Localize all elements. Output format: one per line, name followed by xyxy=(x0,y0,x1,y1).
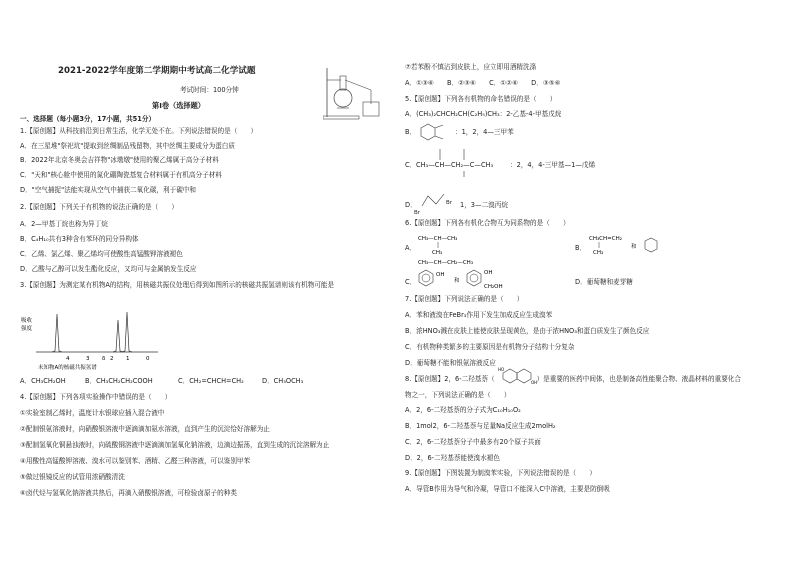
q5-option-a: A．(CH₃)₂CHCH₂CH(C₂H₅)CH₃：2-乙基-4-甲基戊烷 xyxy=(405,110,562,118)
q3-option-c: C．CH₂=CHCH=CH₂ xyxy=(178,377,244,385)
q7-option-d: D．葡萄糖不能和银氨溶液反应 xyxy=(405,359,496,367)
svg-text:OH: OH xyxy=(531,380,538,385)
q6-stem: 6.【原创题】下列各有机化合物互为同系物的是（ ） xyxy=(405,219,570,227)
q8-stem-b: ）是重要的医药中间体，也是制备高性能聚合物、液晶材料的重要化合 xyxy=(536,375,741,383)
q5-b-name: ：1，2，4—三甲苯 xyxy=(455,128,514,136)
nmr-spectrum-figure xyxy=(18,300,168,372)
q5-d-br-left: Br xyxy=(414,210,421,216)
q1-stem: 1.【原创题】从科技前沿到日常生活，化学无处不在。下列说法错误的是（ ） xyxy=(20,127,258,135)
q6-c-label: C． xyxy=(405,278,417,286)
q4-item-3: ③配制氢氧化铜悬浊液时，向硫酸铜溶液中逐滴滴加氢氧化钠溶液，边滴边振荡，直到生成的沉淀溶解为止 xyxy=(20,441,330,449)
nmr-tick-4: 4 xyxy=(66,356,70,362)
q8-stem-a: 8.【原创题】2，6-二羟基萘（ xyxy=(405,375,495,383)
q8-stem-line-1 xyxy=(405,376,741,384)
nmr-peak-3 xyxy=(122,312,132,352)
q2-option-a: A．2—甲基丁烷也称为异丁烷 xyxy=(20,220,108,228)
q5-d-br-right: Br xyxy=(446,200,453,206)
q4-item-4: ④用酸性高锰酸钾溶液、溴水可以鉴别苯、酒精、乙醛三种溶液，可以鉴别甲苯 xyxy=(20,457,251,465)
nmr-ylabel-1: 吸收 xyxy=(21,318,33,324)
q5-c-chain: CH₃—CH—CH₂—C—CH₃ xyxy=(416,161,494,169)
q7-option-a: A．苯和液溴在FeBr₃作用下发生加成反应生成溴苯 xyxy=(405,311,553,319)
q7-option-b: B．浓HNO₃溅在皮肤上能使皮肤呈现黄色，是由于浓HNO₃和蛋白质发生了颜色反应 xyxy=(405,327,650,335)
q9-stem: 9.【原创题】下图装置为制溴苯实验，下列说法错误的是（ ） xyxy=(405,469,596,477)
lab-apparatus-figure xyxy=(323,62,385,120)
q8-option-c: C．2，6-二羟基萘分子中最多有20个原子共面 xyxy=(405,438,541,446)
svg-text:HO: HO xyxy=(498,367,505,372)
q8-option-d: D．2，6-二羟基萘能使溴水褪色 xyxy=(405,454,500,462)
q6-c-structures xyxy=(414,266,524,296)
q3-option-d: D．CH₃OCH₃ xyxy=(262,377,304,385)
svg-text:OH: OH xyxy=(436,272,445,278)
q6-option-d: D．葡萄糖和麦芽糖 xyxy=(575,278,633,286)
svg-text:CH₃: CH₃ xyxy=(432,250,443,256)
nmr-peak-2 xyxy=(113,320,123,352)
q7-option-c: C．有机物种类繁多的主要原因是有机物分子结构十分复杂 xyxy=(405,343,575,351)
part-1-heading: 一、选择题（每小题3分，17小题，共51分） xyxy=(20,115,156,123)
q9-option-a: A．导管B作用为导气和冷凝，导管口不能深入C中溶液，主要是防倒吸 xyxy=(405,485,610,493)
q3-option-b: B．CH₃CH₂CH₂COOH xyxy=(85,377,153,385)
q1-option-b: B．2022年北京冬奥会吉祥物"冰墩墩"使用的聚乙烯属于高分子材料 xyxy=(20,156,219,164)
q2-option-d: D．乙酸与乙醇可以发生酯化反应，又均可与金属钠发生反应 xyxy=(20,265,197,273)
q7-stem: 7.【原创题】下列说法正确的是（ ） xyxy=(405,295,524,303)
q5-c-name: ：2，4，4-三甲基—1—戊烯 xyxy=(510,161,596,169)
q6-a-structures xyxy=(414,232,494,268)
q4-options: A．①③⑥ B．②③⑥ C．①②⑥ D．③⑤⑥ xyxy=(405,79,561,87)
q2-option-c: C．乙烯、氯乙烯、聚乙烯均可使酸性高锰酸钾溶液褪色 xyxy=(20,250,183,258)
nmr-tick-2: 2 xyxy=(110,356,114,362)
q8-stem-line-2: 物之一，下列说法正确的是（ ） xyxy=(405,391,511,399)
q4-stem: 4.【原创题】下列各项实验操作中错误的是（ ） xyxy=(20,393,172,401)
q5-stem: 5.【原创题】下列各有机物的命名错误的是（ ） xyxy=(405,95,557,103)
svg-text:CH₃CH=CH₂: CH₃CH=CH₂ xyxy=(589,236,622,242)
q6-b-label: B． xyxy=(575,244,587,252)
svg-text:和: 和 xyxy=(454,278,460,284)
q5-c-branches xyxy=(430,148,490,178)
q6-a-label: A． xyxy=(405,244,417,252)
q5-d-name: 1，3—二溴丙烷 xyxy=(460,201,508,209)
q2-option-b: B．C₄H₁₀共有3种含有苯环的同分异构体 xyxy=(20,235,139,243)
q4-item-5: ⑤做过银镜反应的试管用浓硝酸清洗 xyxy=(20,473,125,481)
svg-text:OH: OH xyxy=(484,270,493,276)
nmr-caption: 未知物A的核磁共振氢谱 xyxy=(38,365,97,371)
nmr-peak-1 xyxy=(52,314,62,352)
q4-item-6: ⑥卤代烃与氢氧化钠溶液共热后，再滴入硝酸银溶液，可检验卤原子的种类 xyxy=(20,489,237,497)
q6-b-and: 和 xyxy=(631,244,637,250)
q1-option-a: A．在三星堆"祭祀坑"提取到丝绸制品残留物，其中丝绸主要成分为蛋白质 xyxy=(20,142,235,150)
q6-b-structures xyxy=(585,232,675,262)
q1-option-c: C．"天和"核心舱中使用的氮化硼陶瓷基复合材料属于有机高分子材料 xyxy=(20,171,222,179)
q5-d-label: D． xyxy=(405,201,417,209)
nmr-tick-delta: δ xyxy=(102,356,106,362)
nmr-ylabel-2: 强度 xyxy=(21,326,33,332)
exam-title: 2021-2022学年度第二学期期中考试高二化学试题 xyxy=(58,66,256,76)
q4-item-2: ②配制银氨溶液时，向硝酸银溶液中逐滴滴加氨水溶液，直到产生的沉淀恰好溶解为止 xyxy=(20,425,270,433)
exam-time: 考试时间：100分钟 xyxy=(180,86,239,94)
q8-option-a: A．2，6-二羟基萘的分子式为C₁₀H₁₀O₂ xyxy=(405,406,521,414)
q1-option-d: D．"空气捕捉"法能实现从空气中捕获二氧化碳，利于碳中和 xyxy=(20,186,196,194)
q5-c-label: C． xyxy=(405,161,417,169)
q4-item-1: ①实验室制乙烯时，温度计水银球应插入混合液中 xyxy=(20,409,165,417)
q5-b-label: B． xyxy=(405,128,417,136)
q8-option-b: B．1mol2，6-二羟基萘与足量Na反应生成2molH₂ xyxy=(405,422,556,430)
svg-text:CH₂OH: CH₂OH xyxy=(484,284,503,290)
svg-text:CH₃—CH—CH₂—CH₃: CH₃—CH—CH₂—CH₃ xyxy=(418,260,474,266)
nmr-tick-3: 3 xyxy=(86,356,90,362)
q4-item-7: ⑦若苯酚不慎沾到皮肤上，应立即用酒精洗涤 xyxy=(405,63,537,71)
q8-naphthalene-structure xyxy=(498,366,540,386)
q3-option-a: A．CH₃CH₂OH xyxy=(20,377,66,385)
q5-b-structure xyxy=(418,122,452,142)
q3-stem: 3.【原创题】为测定某有机物A的结构，用核磁共振仪处理后得到如图所示的核磁共振氢谱则该有机物可能是 xyxy=(20,281,335,289)
svg-text:CH₃: CH₃ xyxy=(593,250,604,256)
q2-stem: 2.【原创题】下列关于有机物的说法正确的是（ ） xyxy=(20,203,178,211)
nmr-tick-0: 0 xyxy=(146,356,150,362)
svg-text:CH₃—CH—CH₃: CH₃—CH—CH₃ xyxy=(418,236,458,242)
section-title: 第I卷（选择题） xyxy=(152,101,205,110)
q5-a-formula: (CH₃)₂CHCH₂CH(C₂H₅)CH₃ xyxy=(416,110,500,118)
nmr-tick-1: 1 xyxy=(126,356,130,362)
q5-a-name: ：2-乙基-4-甲基戊烷 xyxy=(499,110,562,118)
